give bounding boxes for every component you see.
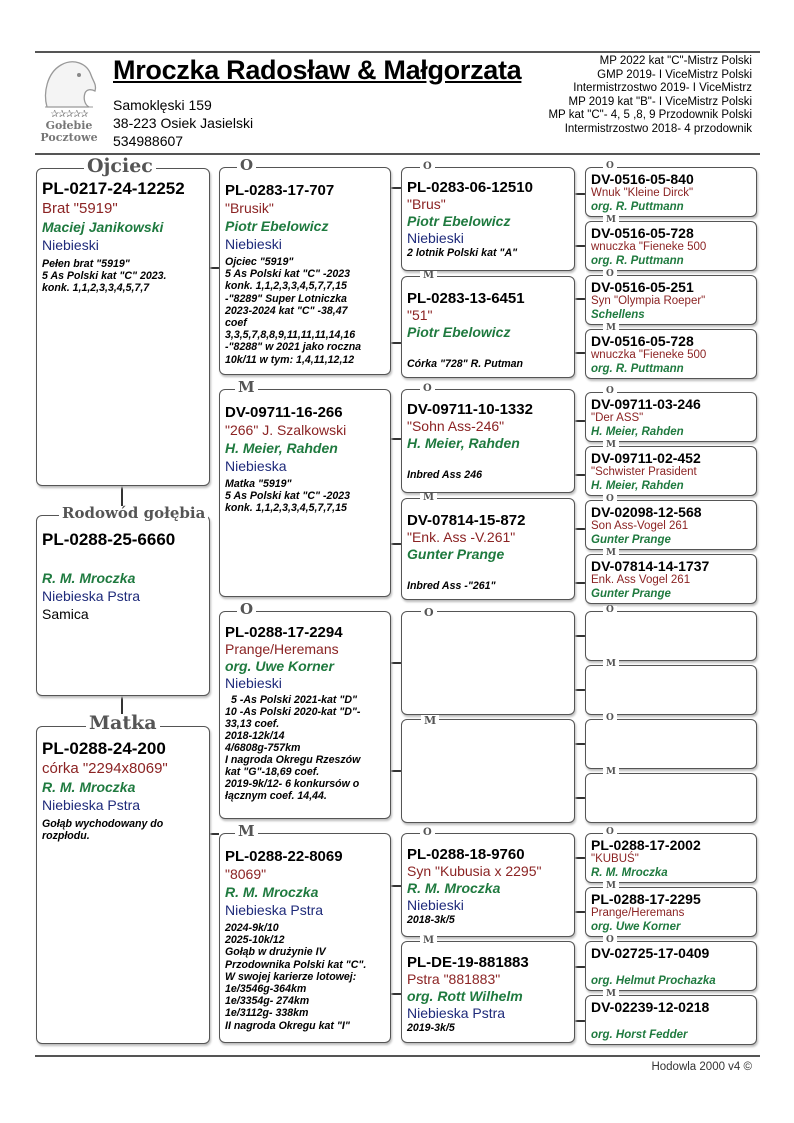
breeder-address <box>113 96 253 150</box>
pigeon-name: Son Ass-Vogel 261 <box>591 520 689 532</box>
pigeon-name: "Brusik" <box>225 200 274 216</box>
pedigree-card[interactable] <box>585 221 757 271</box>
pigeon-name: Wnuk "Kleine Dirck" <box>591 187 694 199</box>
note-line: 1e/3546g-364km <box>225 983 307 996</box>
owner: org. Rott Wilhelm <box>407 988 523 1004</box>
pigeon-name <box>591 669 751 682</box>
note-line: II nagroda Okregu kat "I" <box>225 1019 350 1032</box>
stars-icon: ✰✰✰✰✰ <box>50 109 88 120</box>
pedigree-card[interactable] <box>585 500 757 550</box>
owner: org. Uwe Korner <box>591 921 681 933</box>
subject-label: Rodowód gołębia <box>59 506 208 521</box>
ring-number: PL-0288-17-2294 <box>225 624 343 641</box>
ring-number: DV-09711-10-1332 <box>407 401 533 418</box>
owner: Gunter Prange <box>591 588 671 600</box>
sire-label: O <box>603 606 617 615</box>
dam-label: M <box>235 824 258 839</box>
pedigree-card[interactable] <box>585 392 757 442</box>
pigeon-name: córka "2294x8069" <box>42 760 168 777</box>
ring-number: DV-02725-17-0409 <box>591 945 710 961</box>
address-line1: Samoklęski 159 <box>113 97 212 113</box>
note-line: 2018-12k/14 <box>225 730 285 742</box>
pigeon-name: Brat "5919" <box>42 200 118 217</box>
note-line: Matka "5919" <box>225 478 292 490</box>
ring-number: PL-0283-17-707 <box>225 182 335 199</box>
note-line: konk. 1,1,2,3,3,4,5,7,7,15 <box>225 280 347 293</box>
award: MP 2019 kat "B"- I ViceMistrz Polski <box>568 95 752 108</box>
owner: H. Meier, Rahden <box>225 440 338 456</box>
pigeon-name: Pstra "881883" <box>407 971 501 987</box>
pigeon-name <box>591 961 751 974</box>
award: MP kat "C"- 4, 5 ,8, 9 Przodownik Polski <box>548 109 752 122</box>
pigeon-head-icon <box>39 55 99 110</box>
sire-label: O <box>420 828 435 838</box>
sire-label: O <box>237 158 256 173</box>
dam-label: M <box>420 936 437 946</box>
owner: R. M. Mroczka <box>225 884 319 900</box>
notes <box>42 258 204 295</box>
connector-line <box>391 885 401 887</box>
ring-number: PL-0288-18-9760 <box>407 846 525 863</box>
sire-label: O <box>237 602 256 617</box>
connector-line <box>575 857 585 859</box>
pedigree-card[interactable] <box>585 833 757 883</box>
pedigree-card[interactable] <box>219 167 391 375</box>
ring-number: DV-09711-02-452 <box>591 450 701 466</box>
dam-label: M <box>421 715 439 726</box>
notes <box>225 256 385 366</box>
pedigree-card[interactable] <box>585 941 757 991</box>
pigeon-name: wnuczka "Fieneke 500 <box>591 349 707 361</box>
sex: Samica <box>42 606 89 622</box>
pedigree-card[interactable] <box>585 446 757 496</box>
pigeon-name: "Sohn Ass-246" <box>407 418 505 434</box>
note-line: 5 As Polski kat "C" -2023 <box>225 490 351 503</box>
note-line: 1e/3354g- 274km <box>225 995 310 1008</box>
note-line: Pełen brat "5919" <box>42 258 130 270</box>
pedigree-card[interactable] <box>401 498 575 600</box>
note-line: 2 lotnik Polski kat "A" <box>407 247 518 259</box>
pigeon-name: Syn "Kubusia x 2295" <box>407 863 542 879</box>
ring-number: DV-0516-05-251 <box>591 279 694 295</box>
note-line: 2019-9k/12- 6 konkursów o <box>225 778 360 790</box>
pedigree-card[interactable] <box>219 389 391 597</box>
plumage-color <box>407 452 569 469</box>
note-line: 2023-2024 kat "C" -38,47 <box>225 304 348 317</box>
dam-label: M <box>420 493 437 503</box>
ring-number: PL-0217-24-12252 <box>42 179 185 198</box>
notes <box>225 694 388 802</box>
plumage-color: Niebieska Pstra <box>407 1005 506 1021</box>
connector-line <box>575 420 585 422</box>
note-line: 5 -As Polski 2021-kat "D" <box>231 694 358 706</box>
pigeon-name <box>591 723 751 736</box>
note-line: Córka "728" R. Putman <box>407 358 524 370</box>
note-line: 10 -As Polski 2020-kat "D"- <box>225 706 361 718</box>
pigeon-name: Enk. Ass Vogel 261 <box>591 574 691 586</box>
address-line2: 38-223 Osiek Jasielski <box>113 115 254 131</box>
note-line: 5 As Polski kat "C" 2023. <box>42 270 167 283</box>
logo-text-line2: Pocztowe <box>40 131 98 144</box>
footer-rule <box>35 1055 760 1057</box>
owner: org. R. Puttmann <box>591 255 684 267</box>
note-line: kat "G"-18,69 coef. <box>225 766 320 778</box>
ring-number: DV-09711-16-266 <box>225 404 343 421</box>
owner: org. Uwe Korner <box>225 658 334 674</box>
pedigree-card[interactable] <box>219 611 391 819</box>
pedigree-card[interactable] <box>219 833 391 1043</box>
awards-list <box>548 55 752 137</box>
owner: Piotr Ebelowicz <box>225 218 329 234</box>
owner: Gunter Prange <box>591 534 671 546</box>
sire-label: O <box>603 387 617 396</box>
connector-line <box>575 528 585 530</box>
connector-line <box>575 582 585 584</box>
pedigree-card[interactable] <box>585 995 757 1045</box>
pedigree-card[interactable] <box>585 554 757 604</box>
note-line: Inbred Ass 246 <box>407 469 482 481</box>
pigeon-name <box>591 777 751 790</box>
ring-number: DV-0516-05-728 <box>591 333 694 349</box>
notes <box>42 818 204 842</box>
sire-label: O <box>603 936 617 945</box>
connector-line <box>391 993 401 995</box>
note-line: 5 As Polski kat "C" -2023 <box>225 268 351 281</box>
owner: org. Horst Fedder <box>591 1029 688 1041</box>
connector-line <box>391 187 401 189</box>
note-line: -"8288" w 2021 jako roczna <box>225 341 362 354</box>
notes <box>225 478 385 515</box>
plumage-color: Niebieski <box>42 237 99 253</box>
logo-text-line1: Gołebie <box>45 119 93 132</box>
spacer <box>42 550 204 569</box>
pedigree-card[interactable] <box>401 941 575 1043</box>
father-label: Ojciec <box>84 157 156 176</box>
award: Intermistrzostwo 2019- I ViceMistrz <box>573 82 752 95</box>
owner: H. Meier, Rahden <box>591 426 684 438</box>
note-line: W swojej karierze lotowej: <box>225 970 357 983</box>
dam-label: M <box>603 882 619 891</box>
plumage-color: Niebieska Pstra <box>42 797 141 813</box>
pedigree-card[interactable] <box>585 611 757 661</box>
ring-number: PL-0288-17-2002 <box>591 837 701 853</box>
owner: H. Meier, Rahden <box>407 435 520 451</box>
plumage-color: Niebieski <box>225 675 282 691</box>
plumage-color <box>407 341 569 358</box>
pedigree-card[interactable] <box>585 275 757 325</box>
sire-label: O <box>421 607 437 618</box>
pigeon-name: "KUBUŚ" <box>591 853 639 865</box>
owner: R. M. Mroczka <box>42 570 136 586</box>
owner: org. R. Puttmann <box>591 201 684 213</box>
pigeon-name: "Schwister Prasident <box>591 466 697 478</box>
connector-line <box>575 911 585 913</box>
connector-line <box>391 770 401 772</box>
pigeon-name: "Der ASS" <box>591 412 644 424</box>
father-card[interactable] <box>36 168 210 486</box>
top-rule <box>35 51 760 53</box>
note-line: Gołąb wychodowany do <box>42 818 164 830</box>
pigeon-name: wnuczka "Fieneke 500 <box>591 241 707 253</box>
dam-label: M <box>603 441 619 450</box>
note-line: łącznym coef. 14,44. <box>225 790 327 802</box>
note-line: 2024-9k/10 <box>225 922 279 934</box>
owner: org. R. Puttmann <box>591 363 684 375</box>
ring-number: PL-0283-13-6451 <box>407 290 525 307</box>
connector-line <box>575 298 585 300</box>
connector-line <box>391 342 401 344</box>
ring-number: DV-0516-05-840 <box>591 171 694 187</box>
plumage-color: Niebieski <box>225 236 282 252</box>
owner: Maciej Janikowski <box>42 219 164 235</box>
note-line: 4/6808g-757km <box>225 742 301 754</box>
pedigree-card[interactable] <box>585 167 757 217</box>
owner: Gunter Prange <box>407 546 505 562</box>
ring-number: DV-07814-14-1737 <box>591 558 710 574</box>
note-line: 1e/3112g- 338km <box>225 1007 309 1020</box>
pedigree-card[interactable] <box>585 329 757 379</box>
plumage-color: Niebieska Pstra <box>225 902 324 918</box>
note-line: konk. 1,1,2,3,3,4,5,7,7 <box>42 282 150 295</box>
pedigree-card[interactable] <box>401 276 575 378</box>
pigeon-name: Syn "Olympia Roeper" <box>591 295 706 307</box>
pedigree-card[interactable] <box>401 167 575 271</box>
note-line: I nagroda Okregu Rzeszów <box>225 754 361 766</box>
connector-line <box>575 193 585 195</box>
note-line: coef <box>225 317 247 330</box>
plumage-color: Niebieska Pstra <box>42 588 141 604</box>
pedigree-card[interactable] <box>585 719 757 769</box>
connector-line <box>575 635 585 637</box>
owner: org. Helmut Prochazka <box>591 975 716 987</box>
dam-label: M <box>603 990 619 999</box>
phone: 534988607 <box>113 133 184 149</box>
pigeon-name: "Enk. Ass -V.261" <box>407 529 516 545</box>
note-line: rozpłodu. <box>42 830 90 843</box>
ring-number: PL-0288-22-8069 <box>225 848 343 865</box>
ring-number: DV-02239-12-0218 <box>591 999 710 1015</box>
ring-number: PL-0288-17-2295 <box>591 891 701 907</box>
subject-card[interactable] <box>36 515 210 696</box>
dam-label: M <box>235 380 258 395</box>
pigeon-name <box>591 1015 751 1028</box>
pigeon-name: "8069" <box>225 866 267 882</box>
note-line: Ojciec "5919" <box>225 256 294 268</box>
award: Intermistrzostwo 2018- 4 przodownik <box>564 122 752 135</box>
logo <box>33 55 105 150</box>
dam-label: M <box>603 768 619 777</box>
ring-number: DV-07814-15-872 <box>407 512 526 529</box>
pigeon-name: "51" <box>407 307 433 323</box>
connector-line <box>391 662 401 664</box>
pigeon-name <box>591 615 751 628</box>
pigeon-name: "Brus" <box>407 196 446 212</box>
pigeon-name: Prange/Heremans <box>591 907 685 919</box>
connector-line <box>575 474 585 476</box>
plumage-color: Niebieska <box>225 458 287 474</box>
pigeon-name: Prange/Heremans <box>225 641 339 657</box>
note-line: 33,13 coef. <box>225 718 280 730</box>
sire-label: O <box>603 495 617 504</box>
dam-label: M <box>420 271 437 281</box>
ring-number: PL-0288-25-6660 <box>42 530 176 549</box>
owner: Schellens <box>591 309 645 321</box>
plumage-color: Niebieski <box>407 897 464 913</box>
pedigree-card[interactable] <box>585 665 757 715</box>
award: GMP 2019- I ViceMistrz Polski <box>597 68 752 81</box>
owner: R. M. Mroczka <box>407 880 501 896</box>
note-line: 2018-3k/5 <box>407 914 455 926</box>
pedigree-card[interactable] <box>585 887 757 937</box>
sire-label: O <box>603 162 617 171</box>
pedigree-card[interactable] <box>401 389 575 493</box>
sire-label: O <box>420 162 435 172</box>
owner: Piotr Ebelowicz <box>407 213 511 229</box>
mother-label: Matka <box>86 714 160 733</box>
note-line: 2019-3k/5 <box>407 1022 455 1034</box>
ring-number: PL-0283-06-12510 <box>407 179 533 196</box>
sire-label: O <box>603 714 617 723</box>
pedigree-card[interactable] <box>585 773 757 823</box>
owner: H. Meier, Rahden <box>591 480 684 492</box>
award: MP 2022 kat "C"-Mistrz Polski <box>599 55 752 67</box>
owner: Piotr Ebelowicz <box>407 324 511 340</box>
connector-line <box>391 438 401 440</box>
connector-line <box>575 743 585 745</box>
note-line: 2025-10k/12 <box>225 934 285 947</box>
footer-text: Hodowla 2000 v4 © <box>651 1061 752 1073</box>
dam-label: M <box>603 660 619 669</box>
ring-number: DV-09711-03-246 <box>591 396 701 412</box>
connector-line <box>575 689 585 691</box>
dam-label: M <box>603 324 619 333</box>
note-line: -"8289" Super Lotniczka <box>225 292 347 305</box>
ring-number: DV-0516-05-728 <box>591 225 694 241</box>
notes <box>225 922 385 1032</box>
note-line: Inbred Ass -"261" <box>407 580 496 592</box>
connector-line <box>575 245 585 247</box>
connector-line <box>391 543 401 545</box>
dam-label: M <box>603 216 619 225</box>
sire-label: O <box>420 384 435 394</box>
breeder-name: Mroczka Radosław & Małgorzata <box>113 55 522 85</box>
plumage-color: Niebieski <box>407 230 464 246</box>
pedigree-card-empty[interactable] <box>401 611 575 715</box>
sire-label: O <box>603 270 617 279</box>
note-line: Przodownika Polski kat "C". <box>225 958 367 971</box>
note-line: 10k/11 w tym: 1,4,11,12,12 <box>225 353 355 366</box>
ring-number: PL-DE-19-881883 <box>407 954 529 971</box>
dam-label: M <box>603 549 619 558</box>
connector-line <box>575 1020 585 1022</box>
mother-card[interactable] <box>36 726 210 1044</box>
sire-label: O <box>603 828 617 837</box>
owner: R. M. Mroczka <box>42 779 136 795</box>
connector-line <box>575 966 585 968</box>
note-line: 3,3,5,7,8,8,9,11,11,11,14,16 <box>225 329 356 342</box>
connector-line <box>575 352 585 354</box>
ring-number: PL-0288-24-200 <box>42 739 166 758</box>
connector-line <box>575 797 585 799</box>
pedigree-card-empty[interactable] <box>401 719 575 823</box>
ring-number: DV-02098-12-568 <box>591 504 702 520</box>
plumage-color <box>407 563 569 580</box>
pedigree-card[interactable] <box>401 833 575 937</box>
note-line: konk. 1,1,2,3,3,4,5,7,7,15 <box>225 502 347 515</box>
note-line: Gołąb w drużynie IV <box>225 946 326 959</box>
owner: R. M. Mroczka <box>591 867 668 879</box>
pigeon-name: "266" J. Szalkowski <box>225 422 347 438</box>
